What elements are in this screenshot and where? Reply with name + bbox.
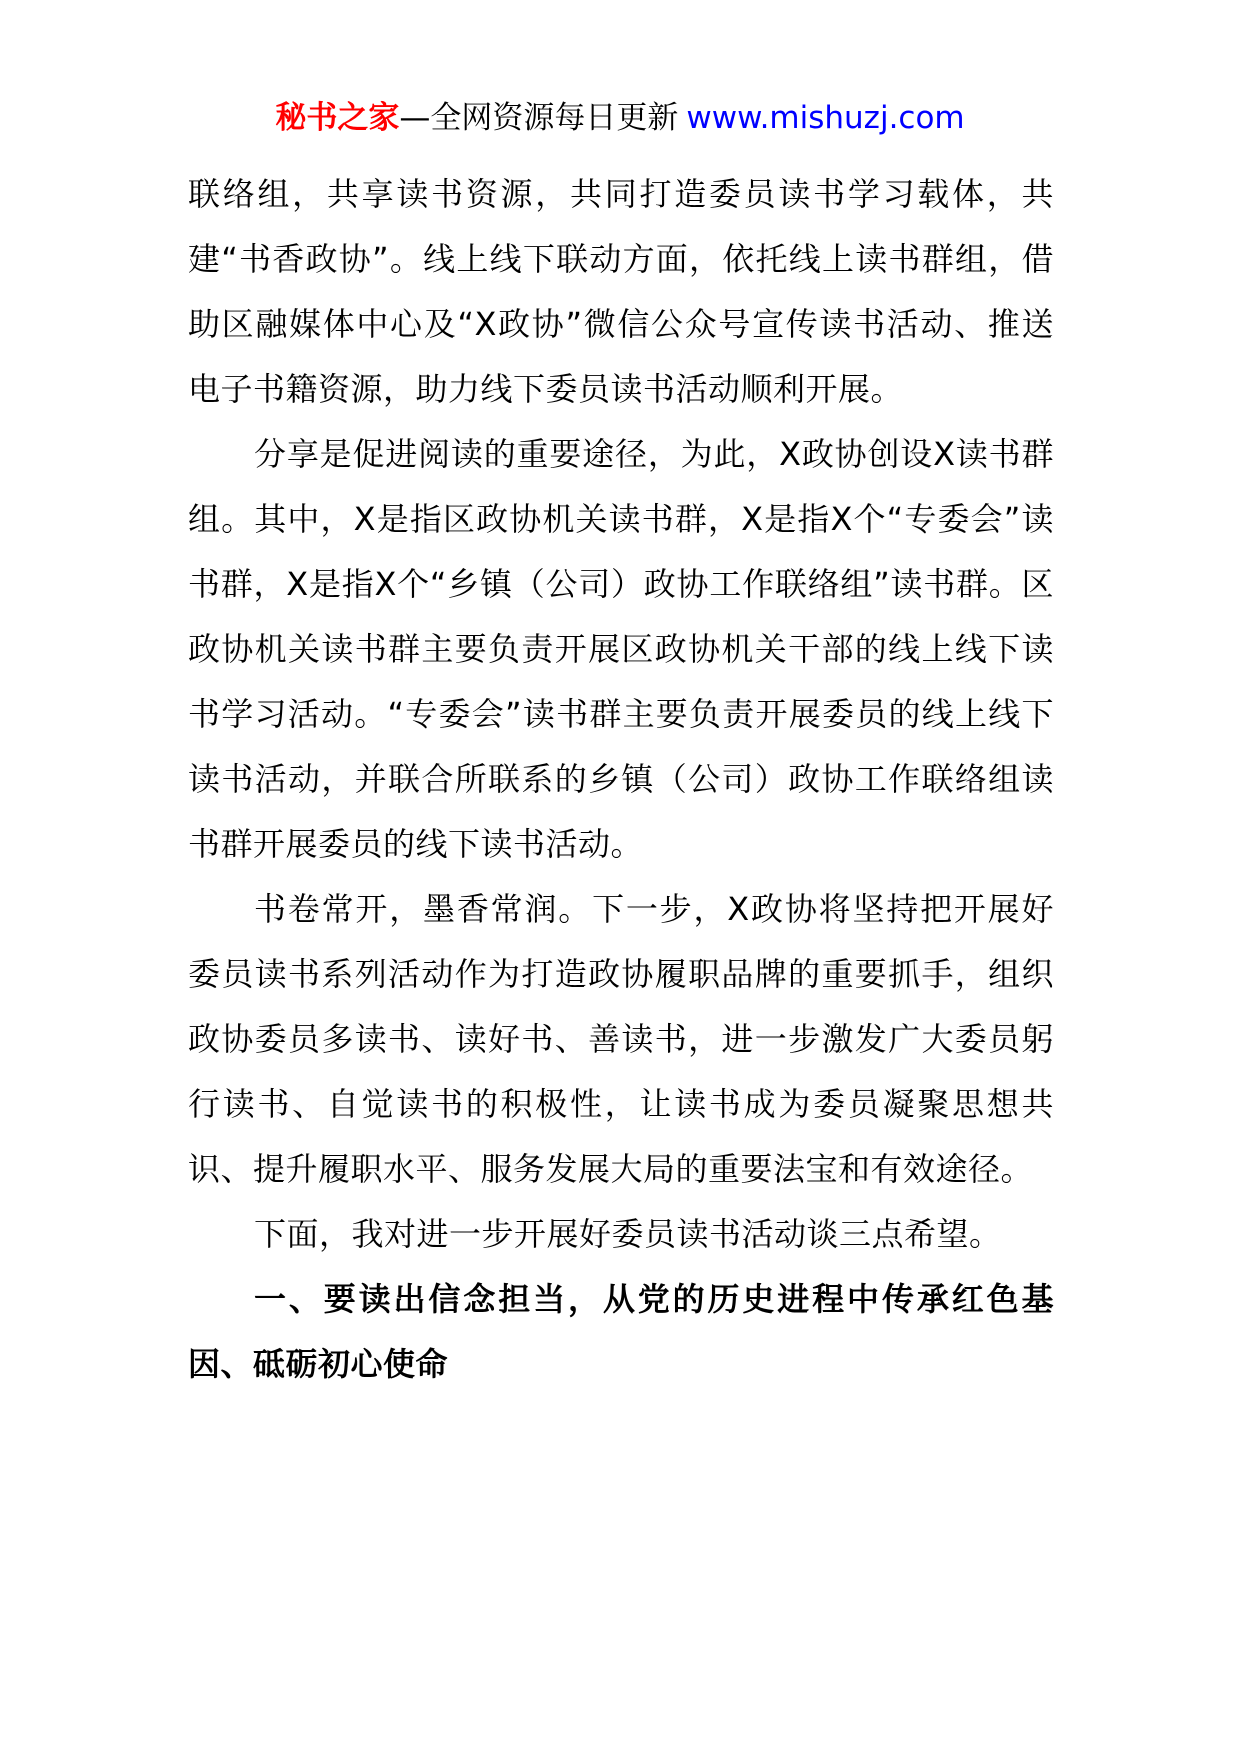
header-slogan: —全网资源每日更新 (399, 100, 679, 136)
document-body (188, 162, 1054, 1397)
paragraph-continuation: 联络组，共享读书资源，共同打造委员读书学习载体，共建“书香政协”。线上线下联动方面，依托线上读书群组，借助区融媒体中心及“X政协”微信公众号宣传读书活动、推送电子书籍资源，助力线下委员读书活动顺利开展。 (188, 175, 1054, 408)
paragraph-reading-groups: 分享是促进阅读的重要途径，为此，X政协创设X读书群组。其中，X是指区政协机关读书群，X是指X个“专委会”读书群，X是指X个“乡镇（公司）政协工作联络组”读书群。区政协机关读书群主要负责开展区政协机关干部的线上线下读书学习活动。“专委会”读书群主要负责开展委员的线上线下读书活动，并联合所联系的乡镇（公司）政协工作联络组读书群开展委员的线下读书活动。 (188, 435, 1054, 863)
section-heading-one: 一、要读出信念担当，从党的历史进程中传承红色基因、砥砺初心使命 (188, 1280, 1054, 1383)
site-url-link[interactable]: www.mishuzj.com (686, 100, 965, 136)
paragraph-three-hopes: 下面，我对进一步开展好委员读书活动谈三点希望。 (254, 1215, 1002, 1253)
brand-name: 秘书之家 (275, 100, 400, 136)
paragraph-next-steps: 书卷常开，墨香常润。下一步，X政协将坚持把开展好委员读书系列活动作为打造政协履职品牌的重要抓手，组织政协委员多读书、读好书、善读书，进一步激发广大委员躬行读书、自觉读书的积极性，让读书成为委员凝聚思想共识、提升履职水平、服务发展大局的重要法宝和有效途径。 (188, 890, 1054, 1188)
page-header (0, 98, 1240, 138)
